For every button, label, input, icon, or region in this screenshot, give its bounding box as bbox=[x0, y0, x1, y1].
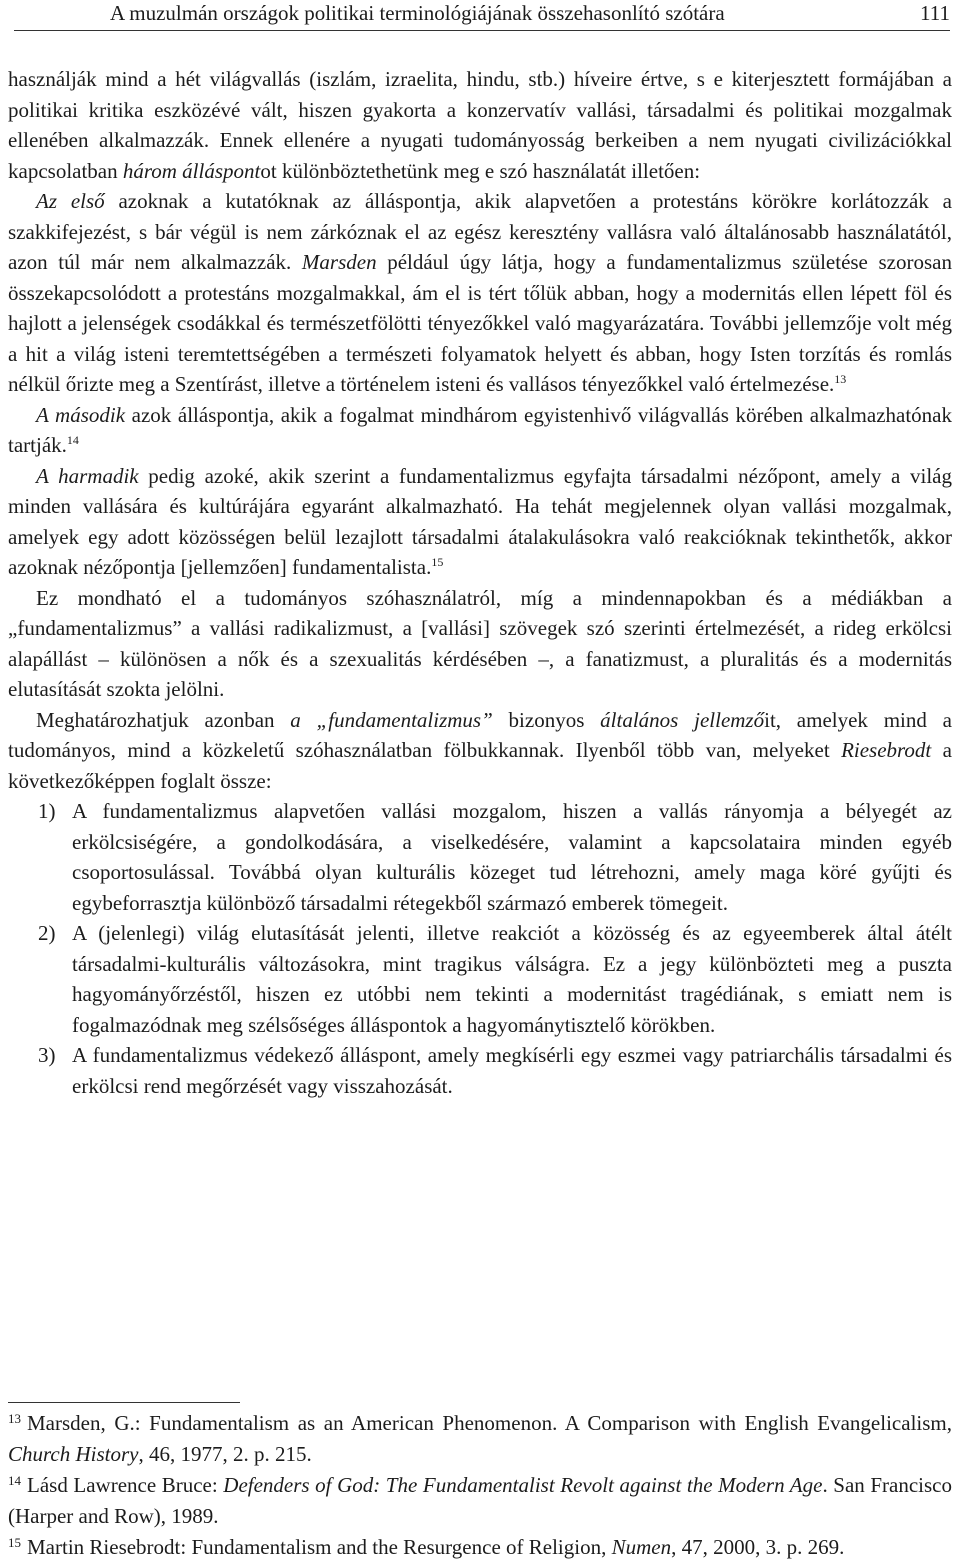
footnote-separator bbox=[8, 1402, 240, 1403]
paragraph-common-usage: Ez mondható el a tudományos szóhasználatról, míg a mindennapokban és a médiákban a „fundamentalizmus” a vallási radikalizmust, a [vallási] szövegek szó szerinti értelmezését, a rideg erkölcsi alapállást – különösen a nők és a szexualitás kérdésében –, a fanatizmust, a pluralitás és a modernitás elutasítását szokta jelölni. bbox=[8, 585, 952, 701]
running-header bbox=[14, 0, 950, 31]
page-number: 111 bbox=[920, 1, 950, 25]
list-item bbox=[8, 1040, 952, 1101]
numbered-list bbox=[8, 796, 952, 1101]
footnote-14: $^{14}$ Lásd Lawrence Bruce: Defenders of God: The Fundamentalist Revolt against the Modern Age. San Francisco (Harper and Row), 1989. bbox=[8, 1473, 952, 1528]
list-item-text: A fundamentalizmus védekező álláspont, amely megkísérli egy eszmei vagy patriarchális társadalmi és erkölcsi rend megőrzését vagy visszahozását. bbox=[72, 1043, 952, 1098]
running-title: A muzulmán országok politikai terminológiájának összehasonlító szótára bbox=[110, 1, 725, 25]
footnote-number: 13 bbox=[8, 1411, 21, 1426]
footnote-number: 15 bbox=[8, 1535, 21, 1550]
paragraph-first-view: Az első azoknak a kutatóknak az álláspontja, akik alapvetően a protestáns körökre korlátozzák a szakkifejezést, s bár végül is nem zárkóznak el az egész keresztény vallásra való általánosabb használatától, azon túl már nem alkalmazzák. Marsden például úgy látja, hogy a fundamentalizmus születése szorosan összekapcsolódott a protestáns mozgalmakkal, ám el is tért tőlük abban, hogy a modernitás ellen lépett föl és hajlott a jelenségek csodákkal és természetfölötti tényezőkkel való magyarázatára. További jellemzője volt még a hit a világ isteni teremtettségében a természeti folyamatok helyett és abban, hogy Isten torzítás és romlás nélkül őrizte meg a Szentírást, illetve a történelem isteni és vallásos tényezőkkel való értelmezése.$^{13}$ bbox=[8, 189, 952, 396]
main-text bbox=[8, 64, 952, 1101]
paragraph-third-view: A harmadik pedig azoké, akik szerint a fundamentalizmus egyfajta társadalmi nézőpont, amely a világ minden vallására és kultúrájára egyaránt alkalmazható. Ha tehát megjelennek olyan vallási mozgalmak, amelyek egy adott közösségen belül lezajlott társadalmi átalakulásokra való reakcióknak tekinthetők, akkor azoknak nézőpontja [jellemzően] fundamentalista.$^{15}$ bbox=[8, 463, 952, 579]
list-item bbox=[8, 796, 952, 918]
list-item-text: A fundamentalizmus alapvetően vallási mozgalom, hiszen a vallás rányomja a bélyegét az erkölcsiségére, a gondolkodására, a viselkedésére, valamint a kapcsolataira minden egyéb csoportosulással. Továbbá olyan kulturális közeget tud létrehozni, amely maga köré gyűjti és egybeforrasztja különböző társadalmi rétegekből származó emberek tömegeit. bbox=[72, 799, 952, 915]
list-item-text: A (jelenlegi) világ elutasítását jelenti, illetve reakciót a közösség és az egyeemberek által átélt társadalmi-kulturális változásokra, mint tragikus válságra. Ez a jegy különbözteti meg a puszta hagyományőrzéstől, hiszen ez utóbbi nem tekinti a modernitást tragédiának, s emiatt nem is fogalmazódnak meg szélsőséges álláspontok a hagyománytisztelő körökben. bbox=[72, 921, 952, 1037]
footnote-15: $^{15}$ Martin Riesebrodt: Fundamentalism and the Resurgence of Religion, Numen, 47, 2000, 3. p. 269. bbox=[8, 1535, 845, 1559]
footnotes bbox=[8, 1408, 952, 1563]
list-item bbox=[8, 918, 952, 1040]
paragraph-characteristics: Meghatározhatjuk azonban a „fundamentalizmus” bizonyos általános jellemzőit, amelyek mind a tudományos, mind a közkeletű szóhasználatban fölbukkannak. Ilyenből több van, melyeket Riesebrodt a következőképpen foglalt össze: bbox=[8, 707, 953, 793]
footnote-13: $^{13}$ Marsden, G.: Fundamentalism as an American Phenomenon. A Comparison with English Evangelicalism, Church History, 46, 1977, 2. p. 215. bbox=[8, 1411, 952, 1466]
paragraph-second-view: A második azok álláspontja, akik a fogalmat mindhárom egyistenhivő világvallás körében alkalmazhatónak tartják.$^{14}$ bbox=[8, 402, 952, 457]
footnote-ref-15[interactable]: 15 bbox=[431, 555, 444, 569]
footnote-ref-13[interactable]: 13 bbox=[834, 372, 847, 386]
paragraph-intro: használják mind a hét világvallás (iszlám, izraelita, hindu, stb.) híveire értve, s e kiterjesztett formájában a politikai kritika eszközévé vált, hiszen gyakorta a konzervatív vallási, társadalmi és politikai mozgalmak ellenében alkalmazzák. Ennek ellenére a nyugati tudományosság berkeiben a nem nyugati civilizációkkal kapcsolatban három álláspontot különböztethetünk meg e szó használatát illetően: bbox=[8, 67, 952, 183]
list-item-number: 1) bbox=[38, 799, 56, 823]
footnote-ref-14[interactable]: 14 bbox=[66, 433, 79, 447]
footnote-number: 14 bbox=[8, 1473, 21, 1488]
list-item-number: 2) bbox=[38, 921, 56, 945]
list-item-number: 3) bbox=[38, 1043, 56, 1067]
